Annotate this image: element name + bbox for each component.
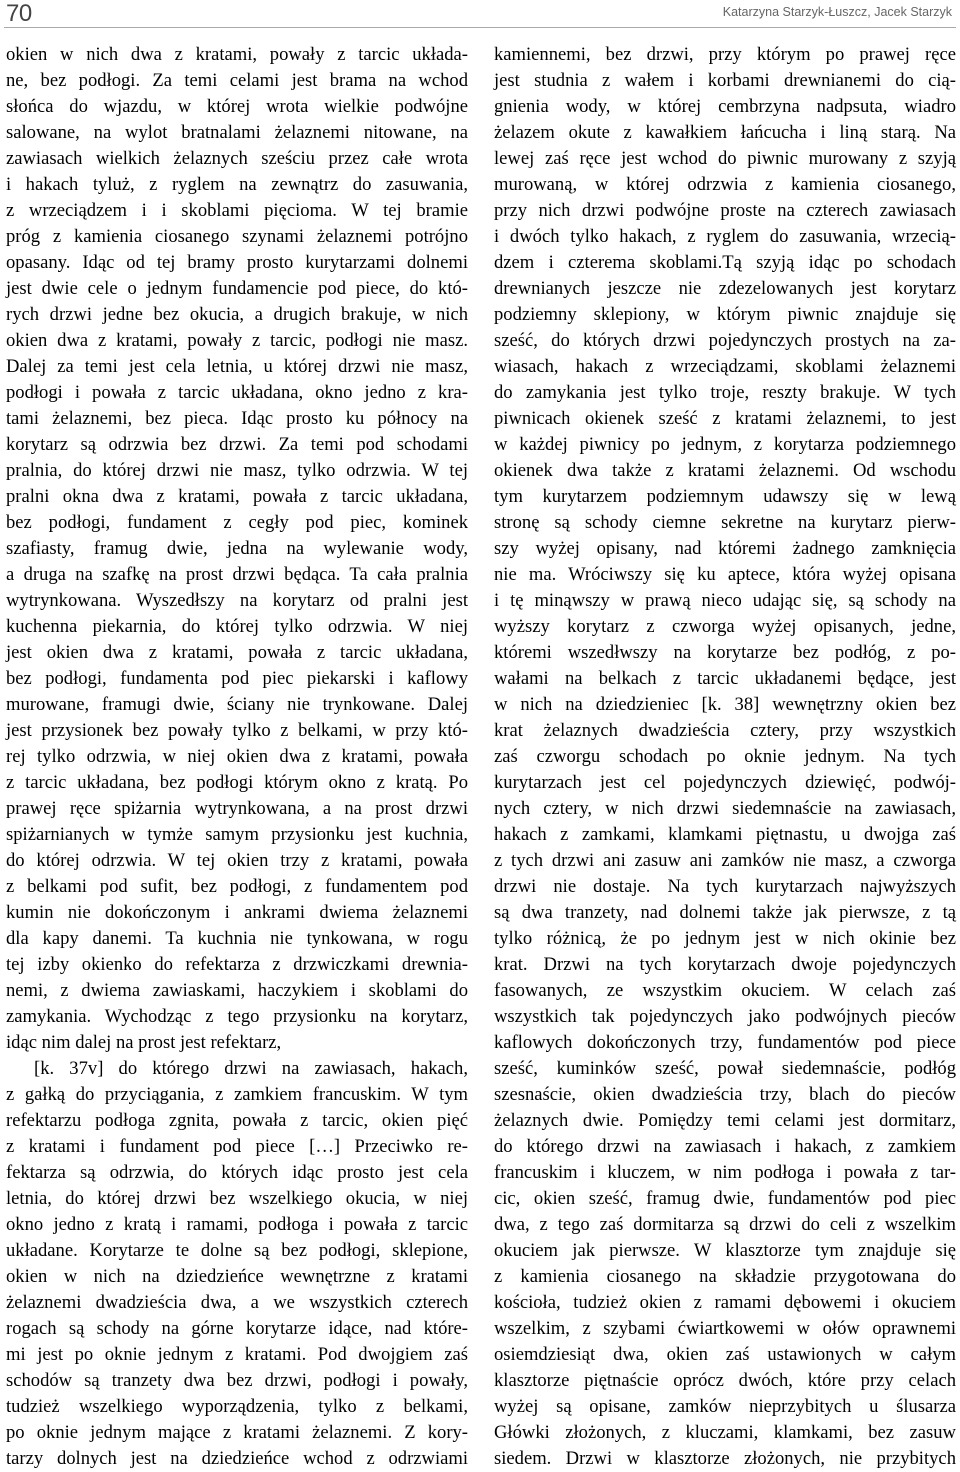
text-line: zamykania. Wychodząc z tego przysionku na korytarz, <box>6 1006 468 1027</box>
text-line: okien dwa z kratami, powały z tarcic, podłogi nie masz. <box>6 330 468 351</box>
text-line: cic, okien sześć, framug dwie, fundamentów pod piec <box>494 1188 956 1209</box>
text-line: z belkami pod sufit, bez podłogi, z fundamentem pod <box>6 876 468 897</box>
text-line: jest dwie cele o jednym fundamencie pod piece, do któ- <box>6 278 468 299</box>
left-column <box>6 42 468 1472</box>
text-line: nych cztery, w nich drzwi siedemnaście na zawiasach, <box>494 798 956 819</box>
text-line: tudzież wszelkiego wyporządzenia, tylko z belkami, <box>6 1396 468 1417</box>
text-line: Główki złożonych, z kluczami, klamkami, bez zasuw <box>494 1422 956 1443</box>
text-line: jest przysionek bez powały tylko z belkami, w przy któ- <box>6 720 468 741</box>
text-line: żelazem okute z kawałkiem łańcucha i liną starą. Na <box>494 122 956 143</box>
text-line: któremi wszedłwszy na korytarze bez podłóg, z po- <box>494 642 956 663</box>
text-line: [k. 37v] do którego drzwi na zawiasach, hakach, <box>34 1058 468 1079</box>
text-line: sześć, kuminków sześć, pował siedemnaście, podłóg <box>494 1058 956 1079</box>
text-line: letnia, do której drzwi bez wszelkiego okucia, w niej <box>6 1188 468 1209</box>
text-line: i dwóch tylko hakach, z ryglem do zasuwania, wrzecią- <box>494 226 956 247</box>
text-line: z wrzeciądzem i i skoblami pięcioma. W tej bramie <box>6 200 468 221</box>
text-line: żelaznemi dwadzieścia dwa, a we wszystkich czterech <box>6 1292 468 1313</box>
text-line: drzwi nie dostaje. Na tych kurytarzach najwyższych <box>494 876 956 897</box>
text-line: zawiasach wielkich żelaznych sześciu przez całe wrota <box>6 148 468 169</box>
text-line: dzem i czterema skoblami.Tą szyją idąc po schodach <box>494 252 956 273</box>
text-line: szesnaście, okien dwadzieścia trzy, blach do pieców <box>494 1084 956 1105</box>
text-line: klasztorze piętnaście oprócz dwóch, które przy celach <box>494 1370 956 1391</box>
text-line: piwnicach okienek sześć z kratami żelaznemi, to jest <box>494 408 956 429</box>
text-line: fektarza są odrzwia, do których idąc prosto jest cela <box>6 1162 468 1183</box>
text-line: podziemny sklepiony, w którym piwnic znajduje się <box>494 304 956 325</box>
text-line: słońca do wjazdu, w której wrota wielkie podwójne <box>6 96 468 117</box>
text-line: tylko różnicą, że po jednym jest w nich okinie bez <box>494 928 956 949</box>
text-line: sześć, do których drzwi pojedynczych prostych na za- <box>494 330 956 351</box>
text-line: tym kurytarzem podziemnym udawszy się w lewą <box>494 486 956 507</box>
text-line: kamiennemi, bez drzwi, przy którym po prawej ręce <box>494 44 956 65</box>
text-line: kumin nie dokończonym i ankrami dwiema żelaznemi <box>6 902 468 923</box>
text-line: ne, bez podłogi. Za temi celami jest brama na wchod <box>6 70 468 91</box>
text-line: korytarz są odrzwia bez drzwi. Za temi pod schodami <box>6 434 468 455</box>
text-line: kościoła, tudzież okien z ramami dębowemi i okuciem <box>494 1292 956 1313</box>
text-line: wiasach, hakach z wrzeciądzami, skoblami żelaznemi <box>494 356 956 377</box>
text-line: po oknie jednym mające z kratami żelaznemi. Z kory- <box>6 1422 468 1443</box>
text-line: refektarzu podłoga zgnita, powała z tarcic, okien pięć <box>6 1110 468 1131</box>
text-line: nemi, z dwiema zawiaskami, haczykiem i skoblami do <box>6 980 468 1001</box>
text-line: jest studnia z wałem i korbami drewnianemi do cią- <box>494 70 956 91</box>
text-line: podłogi i powała z tarcic układana, okno jedno z kra- <box>6 382 468 403</box>
header-rule <box>4 27 956 28</box>
text-line: krat. Drzwi na tych korytarzach dwoje pojedynczych <box>494 954 956 975</box>
text-line: salowane, na wylot bratnalami żelaznemi nitowane, na <box>6 122 468 143</box>
text-line: gnienia wody, w której cembrzyna nadpsuta, wiadro <box>494 96 956 117</box>
text-line: wyżej są opisane, zamków nieprzybitych u ślusarza <box>494 1396 956 1417</box>
text-line: okienek dwa także z kratami żelaznemi. Od wschodu <box>494 460 956 481</box>
text-line: z kratami i fundament pod piece […] Przeciwko re- <box>6 1136 468 1157</box>
text-line: do zamykania jest tylko troje, reszty brakuje. W tych <box>494 382 956 403</box>
text-line: schodów są tranzety dwa bez drzwi, podłogi i powały, <box>6 1370 468 1391</box>
text-line: bez podłogi, fundament z cegły pod piec, kominek <box>6 512 468 533</box>
text-line: z tarcic układana, bez podłogi którym okno z kratą. Po <box>6 772 468 793</box>
text-line: murowaną, w której odrzwia z kamienia ciosanego, <box>494 174 956 195</box>
text-line: opasany. Idąc od tej bramy prosto kurytarzami dolnemi <box>6 252 468 273</box>
text-line: tami żelaznemi, bez pieca. Idąc prosto ku północy na <box>6 408 468 429</box>
right-column <box>494 42 956 1472</box>
text-line: pralnia, do której drzwi nie masz, tylko odrzwia. W tej <box>6 460 468 481</box>
text-line: z kamienia ciosanego na składzie przygotowana do <box>494 1266 956 1287</box>
text-line: nie ma. Wróciwszy się ku aptece, która wyżej opisana <box>494 564 956 585</box>
text-line: prawej ręce spiżarnia wytrynkowana, a na prost drzwi <box>6 798 468 819</box>
text-line: drewnianych jeszcze nie zdezelowanych jest korytarz <box>494 278 956 299</box>
text-line: wytrynkowana. Wyszedłszy na korytarz od pralni jest <box>6 590 468 611</box>
text-line: wyższy korytarz z czworga wyżej opisanych, jedne, <box>494 616 956 637</box>
text-line: rej tylko odrzwia, w niej okien dwa z kratami, powała <box>6 746 468 767</box>
text-line: tarzy dolnych jest na dziedzieńce wchod z odrzwiami <box>6 1448 468 1469</box>
text-line: okien w nich na dziedzieńce wewnętrzne z kratami <box>6 1266 468 1287</box>
text-line: próg z kamienia ciosanego szynami żelaznemi potrójno <box>6 226 468 247</box>
text-line: do której odrzwia. W tej okien trzy z kratami, powała <box>6 850 468 871</box>
text-line: wszystkich tak pojedynczych jako podwójnych pieców <box>494 1006 956 1027</box>
text-line: rogach są schody na górne korytarze idące, nad które- <box>6 1318 468 1339</box>
text-line: żelaznych dwie. Pomiędzy temi celami jest dormitarz, <box>494 1110 956 1131</box>
text-line: pralni okna dwa z kratami, powała z tarcic układana, <box>6 486 468 507</box>
text-line: jest okien dwa z kratami, powała z tarcic układana, <box>6 642 468 663</box>
text-line: lewej zaś ręce jest wchod do piwnic murowany z szyją <box>494 148 956 169</box>
text-line: rych drzwi jedne bez okucia, a drugich brakuje, w nich <box>6 304 468 325</box>
text-line: okuciem jak pierwsze. W klasztorze tym znajduje się <box>494 1240 956 1261</box>
text-line: bez podłogi, fundamenta pod piec piekarski i kaflowy <box>6 668 468 689</box>
text-line: z tych drzwi ani zasuw ani zamków nie masz, a czworga <box>494 850 956 871</box>
text-line: idąc nim dalej na prost jest refektarz, <box>6 1032 282 1053</box>
text-line: Dalej za temi jest cela letnia, u której drzwi nie masz, <box>6 356 468 377</box>
text-line: stronę są schody ciemne sekretne na kurytarz pierw- <box>494 512 956 533</box>
text-line: szafiasty, framug dwie, jedna na wylewanie wody, <box>6 538 468 559</box>
text-line: mi jest po oknie jednym z kratami. Pod dwojgiem zaś <box>6 1344 468 1365</box>
text-line: spiżarnianych w tymże samym przysionku jest kuchnia, <box>6 824 468 845</box>
text-line: murowane, framugi dwie, ściany nie trynkowane. Dalej <box>6 694 468 715</box>
text-line: w nich na dziedzieniec [k. 38] wewnętrzny okien bez <box>494 694 956 715</box>
text-line: a druga na szafkę na prost drzwi będąca. Ta cała pralnia <box>6 564 468 585</box>
text-line: do którego drzwi na zawiasach i hakach, z zamkiem <box>494 1136 956 1157</box>
text-line: kuchenna piekarnia, do której tylko odrzwia. W niej <box>6 616 468 637</box>
text-line: francuskim i kluczem, w nim podłoga i powała z tar- <box>494 1162 956 1183</box>
text-line: fasowanych, ze wszystkim okuciem. W celach zaś <box>494 980 956 1001</box>
text-line: krat żelaznych dwadzieścia cztery, przy wszystkich <box>494 720 956 741</box>
text-line: dla kapy danemi. Ta kuchnia nie tynkowana, w rogu <box>6 928 468 949</box>
text-line: przy nich drzwi podwójne proste na czterech zawiasach <box>494 200 956 221</box>
text-line: siedem. Drzwi w klasztorze złożonych, nie przybitych <box>494 1448 956 1469</box>
text-line: są dwa tranzety, nad dolnemi także jak pierwsze, z tą <box>494 902 956 923</box>
text-line: kurytarzach jest cel pojedynczych dziewięć, podwój- <box>494 772 956 793</box>
text-line: tej izby okienko do refektarza z drzwiczkami drewnia- <box>6 954 468 975</box>
text-line: okno jedno z kratą i ramami, podłoga i powała z tarcic <box>6 1214 468 1235</box>
text-line: szy wyżej opisany, nad któremi żadnego zamknięcia <box>494 538 956 559</box>
text-line: hakach z zamkami, klamkami piętnastu, u dwojga zaś <box>494 824 956 845</box>
text-line: kaflowych dokończonych trzy, fundamentów pod piece <box>494 1032 956 1053</box>
running-head: Katarzyna Starzyk-Łuszcz, Jacek Starzyk <box>722 5 952 19</box>
text-line: i hakach tyluż, z ryglem na zewnątrz do zasuwania, <box>6 174 468 195</box>
text-line: dwa, z tego zaś dormitarza są drzwi do celi z wszelkim <box>494 1214 956 1235</box>
text-line: wszelkim, z szybami ćwiartkowemi w ołów oprawnemi <box>494 1318 956 1339</box>
text-line: w każdej piwnicy po jednym, z korytarza podziemnego <box>494 434 956 455</box>
page-number: 70 <box>6 0 32 27</box>
text-line: zaś czworgu schodach po oknie jednym. Na tych <box>494 746 956 767</box>
text-line: okien w nich dwa z kratami, powały z tarcic układa- <box>6 44 468 65</box>
text-line: wałami na belkach z tarcic układanemi będące, jest <box>494 668 956 689</box>
text-line: i tę minąwszy w prawą nieco udając się, są schody na <box>494 590 956 611</box>
text-line: układane. Korytarze te dolne są bez podłogi, sklepione, <box>6 1240 468 1261</box>
text-line: z gałką do przyciągania, z zamkiem francuskim. W tym <box>6 1084 468 1105</box>
text-line: osiemdziesiąt dwa, okien zaś ustawionych w całym <box>494 1344 956 1365</box>
